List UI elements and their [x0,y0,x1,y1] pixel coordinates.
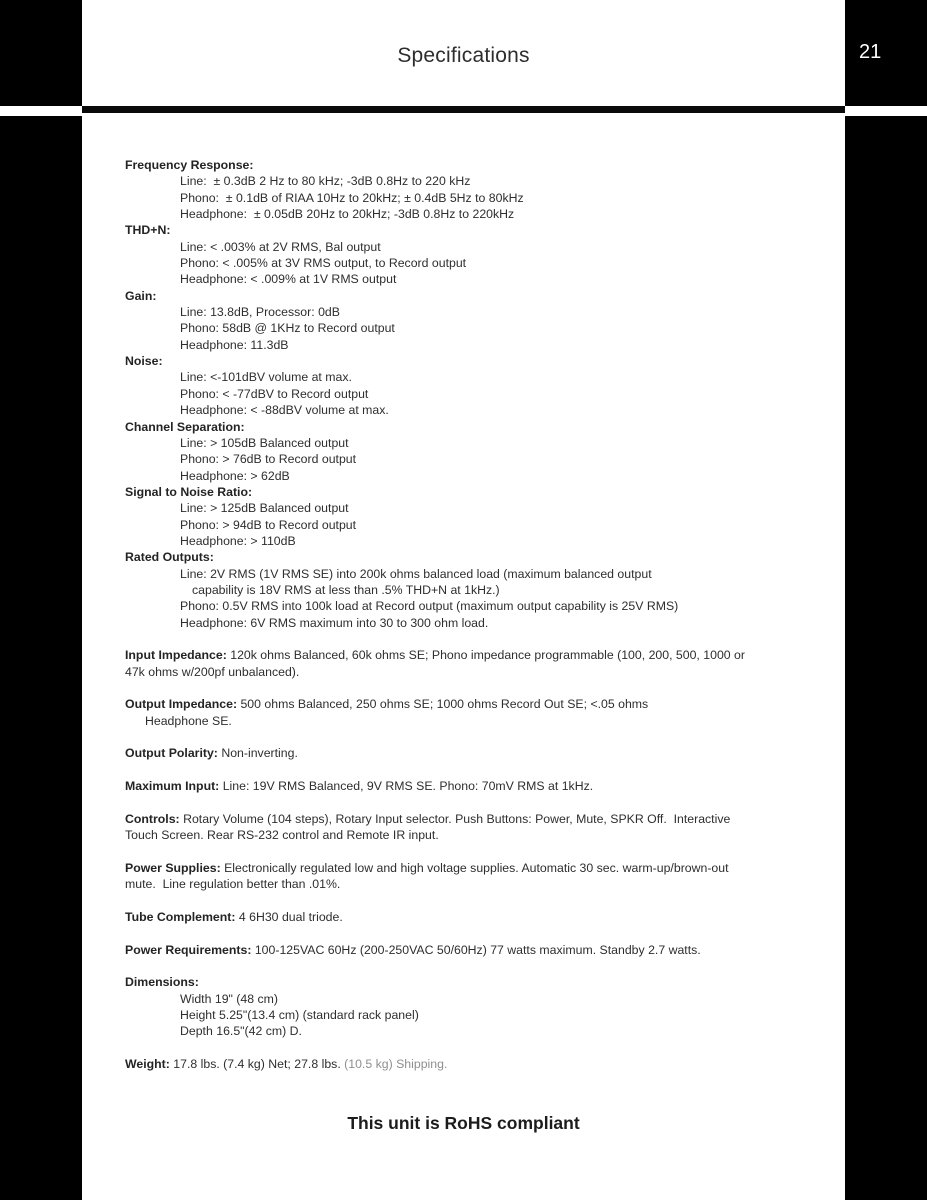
spec-line [125,206,825,222]
spec-line [125,974,825,990]
spec-text: Phono: > 76dB to Record output [180,452,357,467]
spec-text: Line: > 125dB Balanced output [180,501,349,516]
spec-line [125,827,825,843]
spec-line [125,615,825,631]
spec-text: Line: <-101dBV volume at max. [180,370,352,385]
spec-line [125,386,825,402]
spec-label: Power Supplies: [125,860,221,875]
spec-line [125,517,825,533]
spec-text: Phono: < -77dBV to Record output [180,386,369,401]
spec-line [125,353,825,369]
spec-text: Headphone: > 110dB [180,533,296,548]
spec-text: Headphone: ± 0.05dB 20Hz to 20kHz; -3dB 0.8Hz to 220kHz [180,207,515,222]
spec-text: Width 19" (48 cm) [180,991,278,1006]
spec-text: Phono: > 94dB to Record output [180,517,357,532]
spec-line [125,484,825,500]
spec-text: Line: 2V RMS (1V RMS SE) into 200k ohms balanced load (maximum balanced output [180,566,652,581]
spec-label: Input Impedance: [125,648,227,663]
spec-text: Line: < .003% at 2V RMS, Bal output [180,239,381,254]
spec-line [125,647,825,663]
spec-text: Non-inverting. [217,746,298,761]
page-title: Specifications [397,44,530,67]
spec-label: Power Requirements: [125,942,252,957]
left-margin-band [0,0,82,1200]
spec-line [125,778,825,794]
spec-label: Noise: [125,354,163,369]
spec-label: Output Polarity: [125,746,218,761]
spec-label: THD+N: [125,223,171,238]
spec-line [125,304,825,320]
spec-text: Line: > 105dB Balanced output [180,435,349,450]
spec-line [125,566,825,582]
spec-text: Line: 13.8dB, Processor: 0dB [180,305,340,320]
spec-line [125,157,825,173]
spec-line [125,598,825,614]
spec-text: 500 ohms Balanced, 250 ohms SE; 1000 ohms Record Out SE; <.05 ohms [237,697,649,712]
spec-line [125,435,825,451]
spec-line [125,582,825,598]
rohs-compliance-note: This unit is RoHS compliant [347,1113,580,1133]
spec-line [125,713,825,729]
spec-line [125,451,825,467]
spec-line [125,337,825,353]
spec-text: 4 6H30 dual triode. [235,909,343,924]
spec-line [125,419,825,435]
spec-line [125,991,825,1007]
spec-label: Dimensions: [125,975,199,990]
spec-line [125,271,825,287]
spec-text: 120k ohms Balanced, 60k ohms SE; Phono impedance programmable (100, 200, 500, 1000 or [226,648,745,663]
spec-text: Touch Screen. Rear RS-232 control and Remote IR input. [125,828,439,843]
header-rule [82,106,845,113]
spec-line [125,255,825,271]
spec-text: Headphone: < -88dBV volume at max. [180,403,389,418]
spec-line [125,909,825,925]
spec-line [125,1007,825,1023]
spec-text: Phono: 0.5V RMS into 100k load at Record output (maximum output capability is 25V RMS) [180,599,679,614]
spec-line [125,664,825,680]
spec-line [125,402,825,418]
spec-line [125,696,825,712]
spec-line [125,468,825,484]
spec-line [125,533,825,549]
spec-label: Frequency Response: [125,158,254,172]
spec-line [125,860,825,876]
spec-text: Line: 19V RMS Balanced, 9V RMS SE. Phono: 70mV RMS at 1kHz. [219,779,594,794]
spec-line [125,288,825,304]
spec-text: mute. Line regulation better than .01%. [125,877,341,892]
spec-label: Output Impedance: [125,697,238,712]
spec-text: 47k ohms w/200pf unbalanced). [125,664,300,679]
page-number: 21 [859,41,882,63]
spec-text: Headphone: > 62dB [180,468,290,483]
spec-line [125,369,825,385]
spec-line [125,173,825,189]
spec-label: Weight: [125,1056,170,1071]
spec-text: Headphone: 6V RMS maximum into 30 to 300 ohm load. [180,615,489,630]
spec-text: Height 5.25"(13.4 cm) (standard rack panel) [180,1007,419,1022]
spec-line [125,1056,825,1072]
spec-text: Headphone: < .009% at 1V RMS output [180,272,397,287]
spec-line [125,320,825,336]
spec-line [125,239,825,255]
spec-line [125,500,825,516]
right-margin-band [845,0,927,1200]
spec-line [125,1023,825,1039]
spec-text: 17.8 lbs. (7.4 kg) Net; 27.8 lbs. [169,1056,345,1071]
spec-lines [125,157,825,1072]
spec-text: Electronically regulated low and high voltage supplies. Automatic 30 sec. warm-up/brown-out [220,860,729,875]
spec-line [125,942,825,958]
spec-text: Headphone SE. [145,713,232,728]
spec-line [125,745,825,761]
spec-label: Tube Complement: [125,909,236,924]
spec-text: capability is 18V RMS at less than .5% THD+N at 1kHz.) [192,582,500,597]
spec-text: 100-125VAC 60Hz (200-250VAC 50/60Hz) 77 watts maximum. Standby 2.7 watts. [251,942,701,957]
right-band-notch [845,106,927,116]
spec-text: Phono: 58dB @ 1KHz to Record output [180,321,395,336]
spec-line [125,222,825,238]
spec-label: Gain: [125,288,157,303]
spec-text: Depth 16.5"(42 cm) D. [180,1024,302,1039]
spec-text: (10.5 kg) Shipping. [344,1056,448,1071]
spec-text: Phono: ± 0.1dB of RIAA 10Hz to 20kHz; ± 0.4dB 5Hz to 80kHz [180,190,524,205]
spec-line [125,190,825,206]
spec-label: Channel Separation: [125,419,245,434]
spec-label: Rated Outputs: [125,550,214,565]
spec-line [125,811,825,827]
spec-label: Maximum Input: [125,779,220,794]
spec-text: Line: ± 0.3dB 2 Hz to 80 kHz; -3dB 0.8Hz to 220 kHz [180,174,471,189]
spec-text: Headphone: 11.3dB [180,337,289,352]
left-band-notch [0,106,82,116]
spec-line [125,549,825,565]
spec-label: Controls: [125,811,180,826]
spec-label: Signal to Noise Ratio: [125,484,253,499]
spec-text: Phono: < .005% at 3V RMS output, to Record output [180,256,467,271]
spec-line [125,876,825,892]
spec-text: Rotary Volume (104 steps), Rotary Input selector. Push Buttons: Power, Mute, SPKR Off. Interactive [179,811,731,826]
